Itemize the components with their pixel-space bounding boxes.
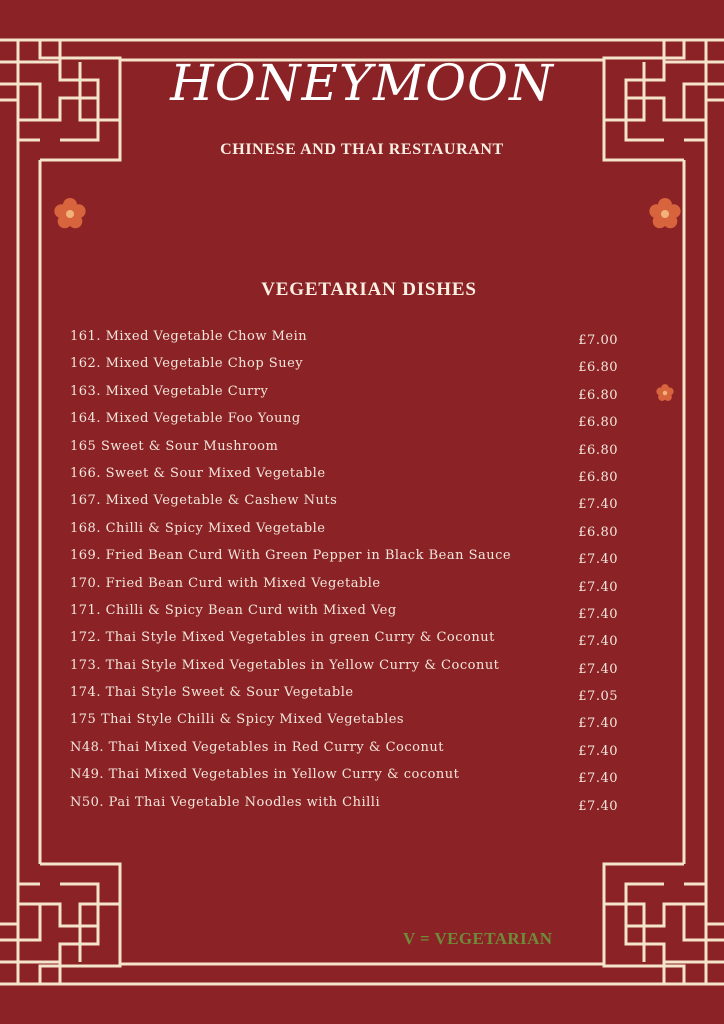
menu-item-price: £6.80	[578, 442, 618, 458]
vegetarian-legend: V = VEGETARIAN	[403, 929, 553, 948]
menu-item-name: 166. Sweet & Sour Mixed Vegetable	[70, 465, 326, 481]
menu-item	[70, 408, 620, 435]
menu-item	[70, 545, 620, 572]
menu-item	[70, 381, 620, 408]
flower-icon	[655, 383, 675, 403]
menu-item-name: N49. Thai Mixed Vegetables in Yellow Curry & coconut	[70, 767, 460, 783]
menu-item-price: £7.05	[578, 689, 618, 705]
menu-item-price: £7.40	[578, 606, 618, 622]
menu-item	[70, 518, 620, 545]
menu-item-name: 165 Sweet & Sour Mushroom	[70, 438, 279, 454]
menu-item-name: 171. Chilli & Spicy Bean Curd with Mixed Veg	[70, 602, 397, 618]
menu-item-name: 168. Chilli & Spicy Mixed Vegetable	[70, 520, 326, 536]
menu-item-price: £7.40	[578, 634, 618, 650]
menu-item-name: N50. Pai Thai Vegetable Noodles with Chilli	[70, 794, 381, 810]
menu-item-name: 167. Mixed Vegetable & Cashew Nuts	[70, 493, 338, 509]
menu-item-price: £7.40	[578, 771, 618, 787]
menu-item-name: 163. Mixed Vegetable Curry	[70, 383, 269, 399]
menu-item	[70, 573, 620, 600]
menu-item	[70, 353, 620, 380]
menu-item-price: £6.80	[578, 469, 618, 485]
menu-item-name: 164. Mixed Vegetable Foo Young	[70, 411, 301, 427]
menu-item	[70, 709, 620, 736]
restaurant-name: HONEYMOON	[170, 54, 554, 112]
section-title: VEGETARIAN DISHES	[261, 279, 477, 300]
menu-item	[70, 655, 620, 682]
menu-item-price: £6.80	[578, 387, 618, 403]
menu-item-name: 170. Fried Bean Curd with Mixed Vegetable	[70, 575, 381, 591]
menu-item-price: £7.40	[578, 743, 618, 759]
menu-item-price: £7.40	[578, 716, 618, 732]
menu-item-price: £6.80	[578, 524, 618, 540]
menu-item-price: £7.00	[578, 333, 618, 348]
menu-item-name: 162. Mixed Vegetable Chop Suey	[70, 356, 304, 372]
menu-item-price: £7.40	[578, 552, 618, 568]
restaurant-subtitle: CHINESE AND THAI RESTAURANT	[220, 141, 504, 158]
menu-item	[70, 737, 620, 764]
menu-item-name: 174. Thai Style Sweet & Sour Vegetable	[70, 685, 354, 701]
menu-item	[70, 682, 620, 709]
menu-item-name: N48. Thai Mixed Vegetables in Red Curry & Coconut	[70, 739, 444, 755]
flower-icon	[52, 196, 88, 232]
menu-item	[70, 792, 620, 819]
menu-item	[70, 600, 620, 627]
menu-item	[70, 627, 620, 654]
menu-item-price: £6.80	[578, 360, 618, 376]
menu-item-name: 172. Thai Style Mixed Vegetables in green Curry & Coconut	[70, 630, 495, 646]
menu-item	[70, 436, 620, 463]
menu-item	[70, 463, 620, 490]
menu-item	[70, 764, 620, 791]
menu-item-name: 161. Mixed Vegetable Chow Mein	[70, 329, 308, 344]
menu-item-price: £7.40	[578, 798, 618, 814]
menu-item-price: £7.40	[578, 579, 618, 595]
menu-list	[70, 326, 620, 819]
menu-item-price: £7.40	[578, 661, 618, 677]
menu-item-name: 169. Fried Bean Curd With Green Pepper in Black Bean Sauce	[70, 548, 512, 564]
menu-item-name: 175 Thai Style Chilli & Spicy Mixed Vegetables	[70, 712, 405, 728]
menu-item-price: £7.40	[578, 497, 618, 513]
flower-icon	[647, 196, 683, 232]
menu-item	[70, 326, 620, 353]
menu-item-name: 173. Thai Style Mixed Vegetables in Yellow Curry & Coconut	[70, 657, 500, 673]
menu-item	[70, 490, 620, 517]
menu-item-price: £6.80	[578, 415, 618, 431]
